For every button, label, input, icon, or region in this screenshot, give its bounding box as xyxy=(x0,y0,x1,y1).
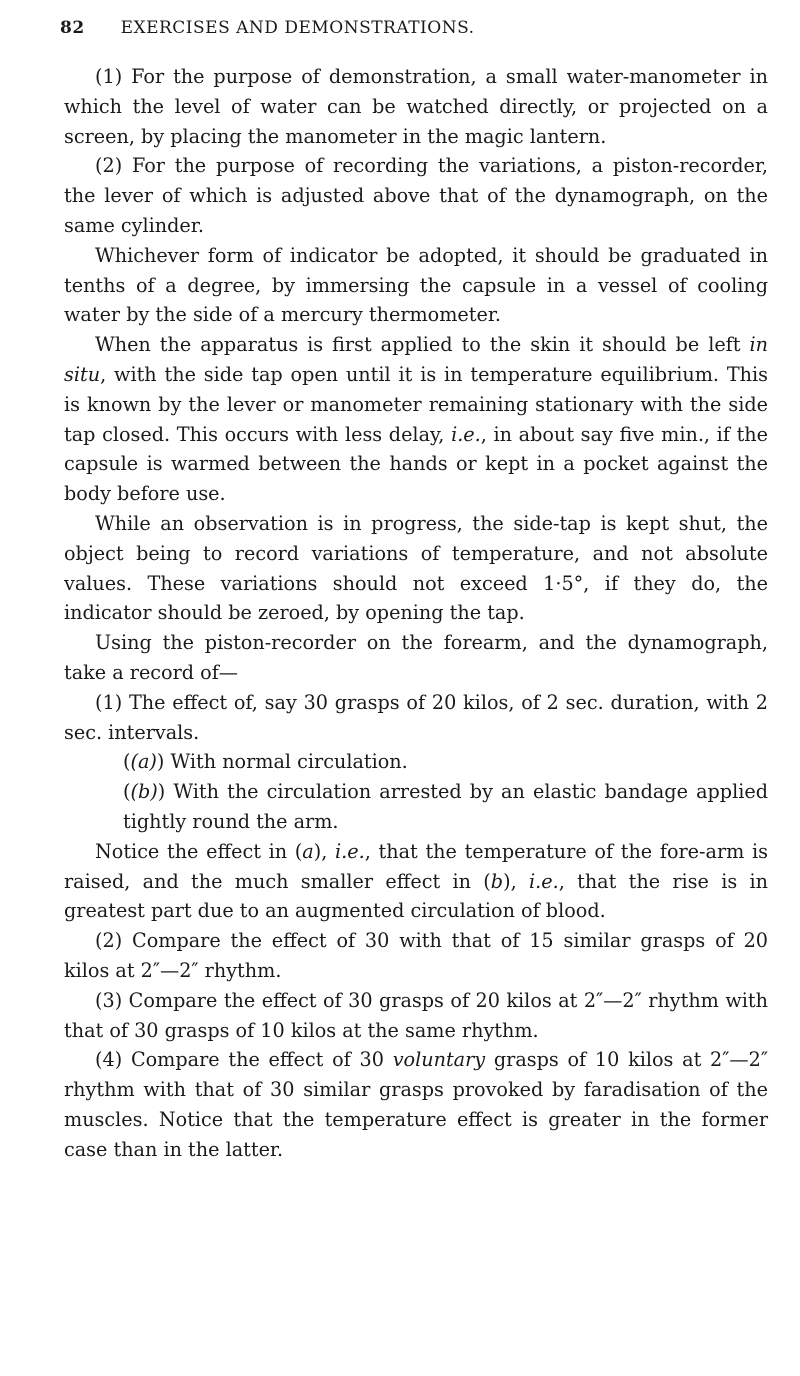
body-text xyxy=(64,62,768,1164)
sub-item-label: (a) xyxy=(130,750,157,774)
paragraph: Notice the effect in (a), i.e., that the temperature of the fore-arm is raised, and the much smaller effect in (b), i.e., that the rise is in greatest part due to an augmented circulation of blood. xyxy=(64,839,769,923)
paragraph: (4) Compare the effect of 30 voluntary grasps of 10 kilos at 2″—2″ rhythm with that of 30 similar grasps provoked by faradisation of the muscles. Notice that the temperature effect is greater in the former case than in the latter. xyxy=(64,1048,768,1161)
paragraph: Whichever form of indicator be adopted, it should be graduated in tenths of a degree, by immersing the capsule in a vessel of cooling water by the side of a mercury thermometer. xyxy=(64,243,768,327)
paragraph: (2) For the purpose of recording the variations, a piston-recorder, the lever of which is adjusted above that of the dynamograph, on the same cylinder. xyxy=(64,154,768,237)
paragraph: (3) Compare the effect of 30 grasps of 20 kilos at 2″—2″ rhythm with that of 30 grasps of 10 kilos at the same rhythm. xyxy=(64,988,768,1042)
page-number: 82 xyxy=(60,18,85,38)
sub-item: ((a)) With normal circulation. xyxy=(123,750,408,774)
paragraph: When the apparatus is first applied to the skin it should be left in situ, with the side tap open until it is in temperature equilibrium. This is known by the lever or manometer remaining stationary with the side tap closed. This occurs with less delay, i.e., in about say five min., if the capsule is warmed between the hands or kept in a pocket against the body before use. xyxy=(64,333,768,506)
paragraph: While an observation is in progress, the side-tap is kept shut, the object being to record variations of temperature, and not absolute values. These variations should not exceed 1·5°, if they do, the indicator should be zeroed, by opening the tap. xyxy=(64,511,768,625)
paragraph: (1) For the purpose of demonstration, a small water-manometer in which the level of water can be watched directly, or projected on a screen, by placing the manometer in the magic lantern. xyxy=(64,65,768,148)
sub-item: ((b)) With the circulation arrested by an elastic bandage applied tightly round the arm. xyxy=(123,780,768,833)
sub-item-label: (b) xyxy=(130,780,158,804)
running-title: EXERCISES AND DEMONSTRATIONS. xyxy=(120,18,475,38)
paragraph: (1) The effect of, say 30 grasps of 20 kilos, of 2 sec. duration, with 2 sec. intervals. xyxy=(64,690,768,744)
page-header xyxy=(60,18,760,38)
paragraph: (2) Compare the effect of 30 with that of 15 similar grasps of 20 kilos at 2″—2″ rhythm. xyxy=(64,929,768,982)
paragraph: Using the piston-recorder on the forearm, and the dynamograph, take a record of— xyxy=(64,631,768,684)
